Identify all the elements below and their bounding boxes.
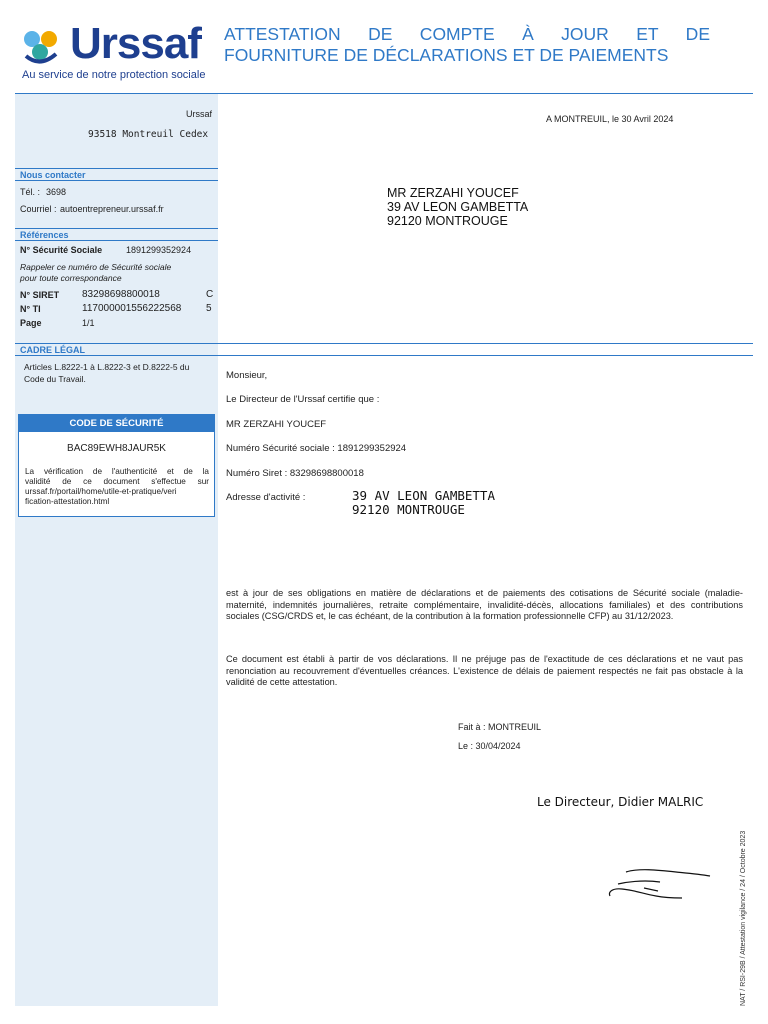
ti-extra: 5	[206, 303, 212, 314]
security-text-3[interactable]: urssaf.fr/portail/home/utile-et-pratique/veri	[25, 487, 177, 496]
salutation: Monsieur,	[226, 370, 268, 381]
siret-value: 83298698800018	[82, 289, 160, 300]
activity-address	[352, 489, 495, 517]
siret-number-line: Numéro Siret : 83298698800018	[226, 468, 364, 479]
contact-tel-value[interactable]: 3698	[46, 187, 67, 197]
recipient-line-3: 92120 MONTROUGE	[387, 214, 508, 228]
security-text-2: validité de ce document s'effectue sur	[25, 477, 209, 486]
security-text-4[interactable]: fication-attestation.html	[25, 497, 110, 506]
secu-label: N° Sécurité Sociale	[20, 245, 103, 255]
recipient-line-2: 39 AV LEON GAMBETTA	[387, 200, 529, 214]
secu-note-2: pour toute correspondance	[20, 273, 122, 283]
siret-extra: C	[206, 289, 214, 300]
director-name: Le Directeur, Didier MALRIC	[537, 795, 704, 809]
security-text-1: La vérification de l'authenticité et de la	[25, 467, 209, 476]
document-title	[224, 24, 710, 66]
recipient-line-1: MR ZERZAHI YOUCEF	[387, 186, 519, 200]
security-code-value: BAC89EWH8JAUR5K	[67, 443, 166, 454]
references-heading: Références	[15, 228, 218, 241]
security-code-heading: CODE DE SÉCURITÉ	[19, 415, 214, 432]
secu-number-line: Numéro Sécurité sociale : 1891299352924	[226, 443, 407, 454]
sender-city: 93518 Montreuil Cedex	[88, 129, 209, 140]
recipient-address	[387, 186, 528, 228]
page-label: Page	[20, 318, 42, 328]
urssaf-logo-icon	[22, 30, 64, 66]
footer-reference: NAT / RSI-29B / Attestation vigilance / 24 / Octobre 2023	[740, 830, 747, 1006]
logo-wordmark: Urssaf	[70, 19, 201, 68]
contact-mail-label: Courriel :	[20, 204, 57, 214]
activity-address-line-2: 92120 MONTROUGE	[352, 502, 465, 517]
legal-heading: CADRE LÉGAL	[15, 343, 753, 356]
secu-value: 1891299352924	[126, 245, 192, 255]
ti-value: 117000001556222568	[82, 303, 182, 314]
made-at: Fait à : MONTREUIL	[458, 722, 542, 732]
title-line-1: ATTESTATION DE COMPTE À JOUR ET DE	[224, 24, 710, 44]
contact-heading: Nous contacter	[15, 168, 218, 181]
disclaimer-paragraph: Ce document est établi à partir de vos déclarations. Il ne préjuge pas de l'exactitude de ces déclarations et ne vaut pas renonciation au recouvrement d'éventuelles créances. L'existence de délais de paiement respectés ne fait pas obstacle à la validité de cette attestation.	[226, 654, 743, 688]
title-line-2: FOURNITURE DE DÉCLARATIONS ET DE PAIEMENTS	[224, 45, 669, 65]
certified-name: MR ZERZAHI YOUCEF	[226, 419, 327, 430]
legal-line-2: Code du Travail.	[24, 374, 86, 384]
certify-intro: Le Directeur de l'Urssaf certifie que :	[226, 394, 380, 405]
signature-icon	[598, 858, 714, 910]
place-date: A MONTREUIL, le 30 Avril 2024	[546, 114, 674, 124]
page-value: 1/1	[82, 318, 95, 328]
secu-note-1: Rappeler ce numéro de Sécurité sociale	[20, 262, 172, 272]
made-on: Le : 30/04/2024	[458, 741, 521, 751]
security-code-instructions	[25, 467, 209, 507]
contact-mail-value[interactable]: autoentrepreneur.urssaf.fr	[60, 204, 164, 214]
sender-name: Urssaf	[186, 109, 213, 119]
activity-address-label: Adresse d'activité :	[226, 492, 306, 503]
siret-label: N° SIRET	[20, 290, 60, 300]
legal-line-1: Articles L.8222-1 à L.8222-3 et D.8222-5 du	[24, 362, 190, 372]
contact-tel-label: Tél. :	[20, 187, 41, 197]
obligations-paragraph: est à jour de ses obligations en matière de déclarations et de paiements des cotisations de Sécurité sociale (maladie-maternité, indemnités journalières, retraite complémentaire, invalidité-décès, allocations familiales) et des contributions sociales (CSG/CRDS et, le cas échéant, de la contribution à la formation professionnelle CFP) au 31/12/2023.	[226, 588, 743, 622]
ti-label: N° TI	[20, 304, 41, 314]
logo-tagline: Au service de notre protection sociale	[22, 69, 206, 81]
activity-address-line-1: 39 AV LEON GAMBETTA	[352, 488, 495, 503]
security-code-box	[18, 414, 215, 517]
